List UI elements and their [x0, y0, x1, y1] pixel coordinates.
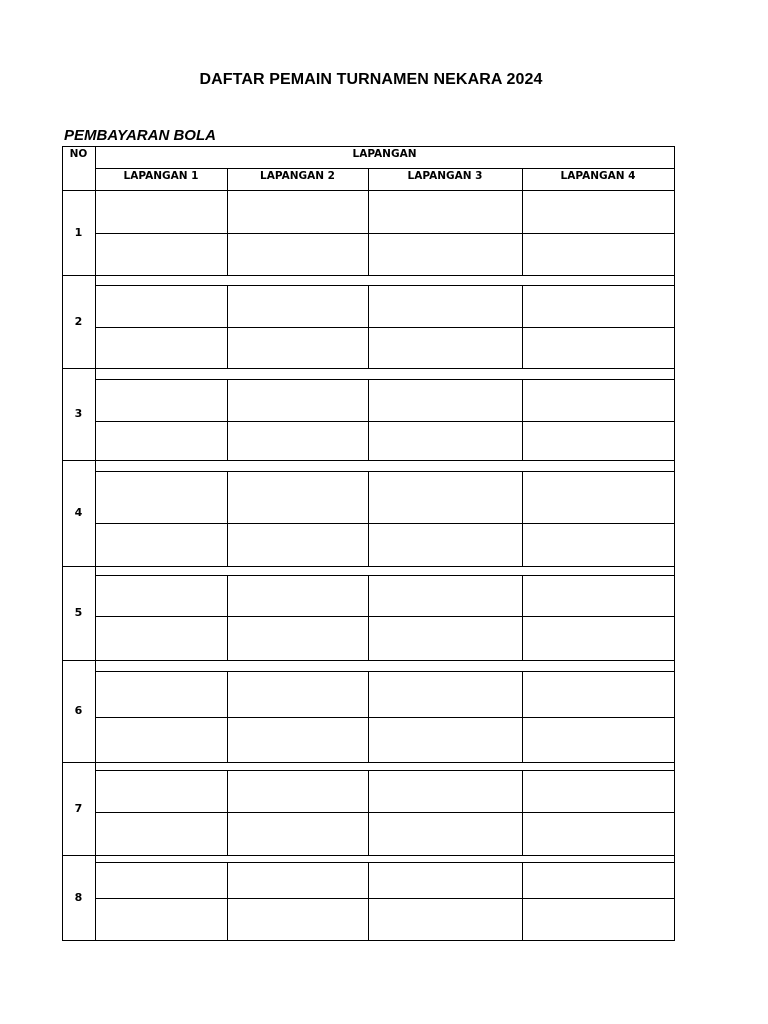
player-cell-row2-lapangan1-slot1: [96, 286, 227, 327]
player-cell-row1-lapangan3-slot2: [369, 234, 522, 275]
header-no: NO: [69, 148, 88, 160]
player-cell-row7-lapangan2-slot1: [228, 771, 368, 812]
player-cell-row1-lapangan1-slot1: [96, 191, 227, 233]
table-border-right: [674, 146, 675, 941]
player-cell-row5-lapangan1-slot2: [96, 617, 227, 660]
player-cell-row6-lapangan4-slot2: [523, 718, 674, 762]
player-cell-row1-lapangan2-slot2: [228, 234, 368, 275]
player-cell-row2-lapangan3-slot1: [369, 286, 522, 327]
player-cell-row4-lapangan2-slot2: [228, 524, 368, 566]
row-separator: [62, 566, 675, 567]
player-cell-row5-lapangan4-slot2: [523, 617, 674, 660]
row-number: 4: [74, 506, 83, 519]
player-cell-row5-lapangan3-slot2: [369, 617, 522, 660]
player-cell-row4-lapangan1-slot2: [96, 524, 227, 566]
header-column-divider: [522, 168, 523, 191]
player-cell-row6-lapangan3-slot2: [369, 718, 522, 762]
table-border-top: [62, 146, 675, 147]
player-cell-row8-lapangan1-slot1: [96, 863, 227, 898]
header-column-divider: [227, 168, 228, 191]
player-cell-row2-lapangan1-slot2: [96, 328, 227, 368]
player-cell-row8-lapangan4-slot2: [523, 899, 674, 940]
table-border-left: [62, 146, 63, 941]
player-cell-row5-lapangan3-slot1: [369, 576, 522, 616]
player-cell-row8-lapangan3-slot1: [369, 863, 522, 898]
row-number: 5: [74, 606, 83, 619]
header-lapangan: LAPANGAN: [352, 148, 417, 160]
player-cell-row8-lapangan4-slot1: [523, 863, 674, 898]
player-cell-row3-lapangan1-slot2: [96, 422, 227, 460]
player-cell-row6-lapangan1-slot2: [96, 718, 227, 762]
row-number: 6: [74, 704, 83, 717]
player-cell-row5-lapangan1-slot1: [96, 576, 227, 616]
player-cell-row6-lapangan2-slot2: [228, 718, 368, 762]
player-cell-row1-lapangan4-slot2: [523, 234, 674, 275]
player-table: [62, 146, 674, 940]
player-cell-row3-lapangan4-slot1: [523, 380, 674, 421]
player-cell-row5-lapangan2-slot1: [228, 576, 368, 616]
player-cell-row7-lapangan4-slot2: [523, 813, 674, 855]
player-cell-row2-lapangan2-slot2: [228, 328, 368, 368]
row-number: 7: [74, 801, 83, 815]
row-separator: [62, 660, 675, 661]
row-number: 8: [74, 890, 83, 904]
player-cell-row3-lapangan4-slot2: [523, 422, 674, 460]
player-cell-row8-lapangan3-slot2: [369, 899, 522, 940]
player-cell-row3-lapangan2-slot1: [228, 380, 368, 421]
player-cell-row2-lapangan4-slot1: [523, 286, 674, 327]
player-cell-row1-lapangan3-slot1: [369, 191, 522, 233]
header-lapangan-2: LAPANGAN 2: [260, 170, 335, 182]
row-number: 1: [74, 225, 83, 239]
document-title: DAFTAR PEMAIN TURNAMEN NEKARA 2024: [199, 71, 543, 88]
player-cell-row4-lapangan3-slot2: [369, 524, 522, 566]
player-cell-row6-lapangan4-slot1: [523, 672, 674, 717]
section-subtitle: PEMBAYARAN BOLA: [64, 127, 216, 144]
row-separator: [62, 275, 675, 276]
player-cell-row8-lapangan2-slot2: [228, 899, 368, 940]
player-cell-row6-lapangan2-slot1: [228, 672, 368, 717]
row-separator: [62, 368, 675, 369]
player-cell-row5-lapangan4-slot1: [523, 576, 674, 616]
player-cell-row3-lapangan3-slot2: [369, 422, 522, 460]
player-cell-row7-lapangan2-slot2: [228, 813, 368, 855]
player-cell-row1-lapangan1-slot2: [96, 234, 227, 275]
player-cell-row4-lapangan4-slot1: [523, 472, 674, 523]
player-cell-row2-lapangan2-slot1: [228, 286, 368, 327]
header-divider: [95, 168, 675, 169]
player-cell-row6-lapangan3-slot1: [369, 672, 522, 717]
player-cell-row7-lapangan3-slot1: [369, 771, 522, 812]
player-cell-row4-lapangan4-slot2: [523, 524, 674, 566]
row-separator: [62, 855, 675, 856]
row-separator: [62, 762, 675, 763]
row-number: 3: [74, 407, 83, 420]
player-cell-row2-lapangan4-slot2: [523, 328, 674, 368]
header-lapangan-1: LAPANGAN 1: [123, 170, 199, 182]
player-cell-row7-lapangan3-slot2: [369, 813, 522, 855]
player-cell-row4-lapangan1-slot1: [96, 472, 227, 523]
player-cell-row6-lapangan1-slot1: [96, 672, 227, 717]
player-cell-row4-lapangan2-slot1: [228, 472, 368, 523]
player-cell-row3-lapangan3-slot1: [369, 380, 522, 421]
player-cell-row7-lapangan1-slot1: [96, 771, 227, 812]
player-cell-row2-lapangan3-slot2: [369, 328, 522, 368]
player-cell-row8-lapangan2-slot1: [228, 863, 368, 898]
row-number: 2: [74, 314, 83, 328]
player-cell-row3-lapangan1-slot1: [96, 380, 227, 421]
player-cell-row4-lapangan3-slot1: [369, 472, 522, 523]
player-cell-row7-lapangan1-slot2: [96, 813, 227, 855]
row-separator: [62, 460, 675, 461]
player-cell-row8-lapangan1-slot2: [96, 899, 227, 940]
player-cell-row1-lapangan2-slot1: [228, 191, 368, 233]
header-lapangan-4: LAPANGAN 4: [560, 170, 636, 182]
player-cell-row1-lapangan4-slot1: [523, 191, 674, 233]
player-cell-row5-lapangan2-slot2: [228, 617, 368, 660]
header-column-divider: [368, 168, 369, 191]
player-cell-row3-lapangan2-slot2: [228, 422, 368, 460]
header-lapangan-3: LAPANGAN 3: [407, 170, 483, 182]
player-cell-row7-lapangan4-slot1: [523, 771, 674, 812]
